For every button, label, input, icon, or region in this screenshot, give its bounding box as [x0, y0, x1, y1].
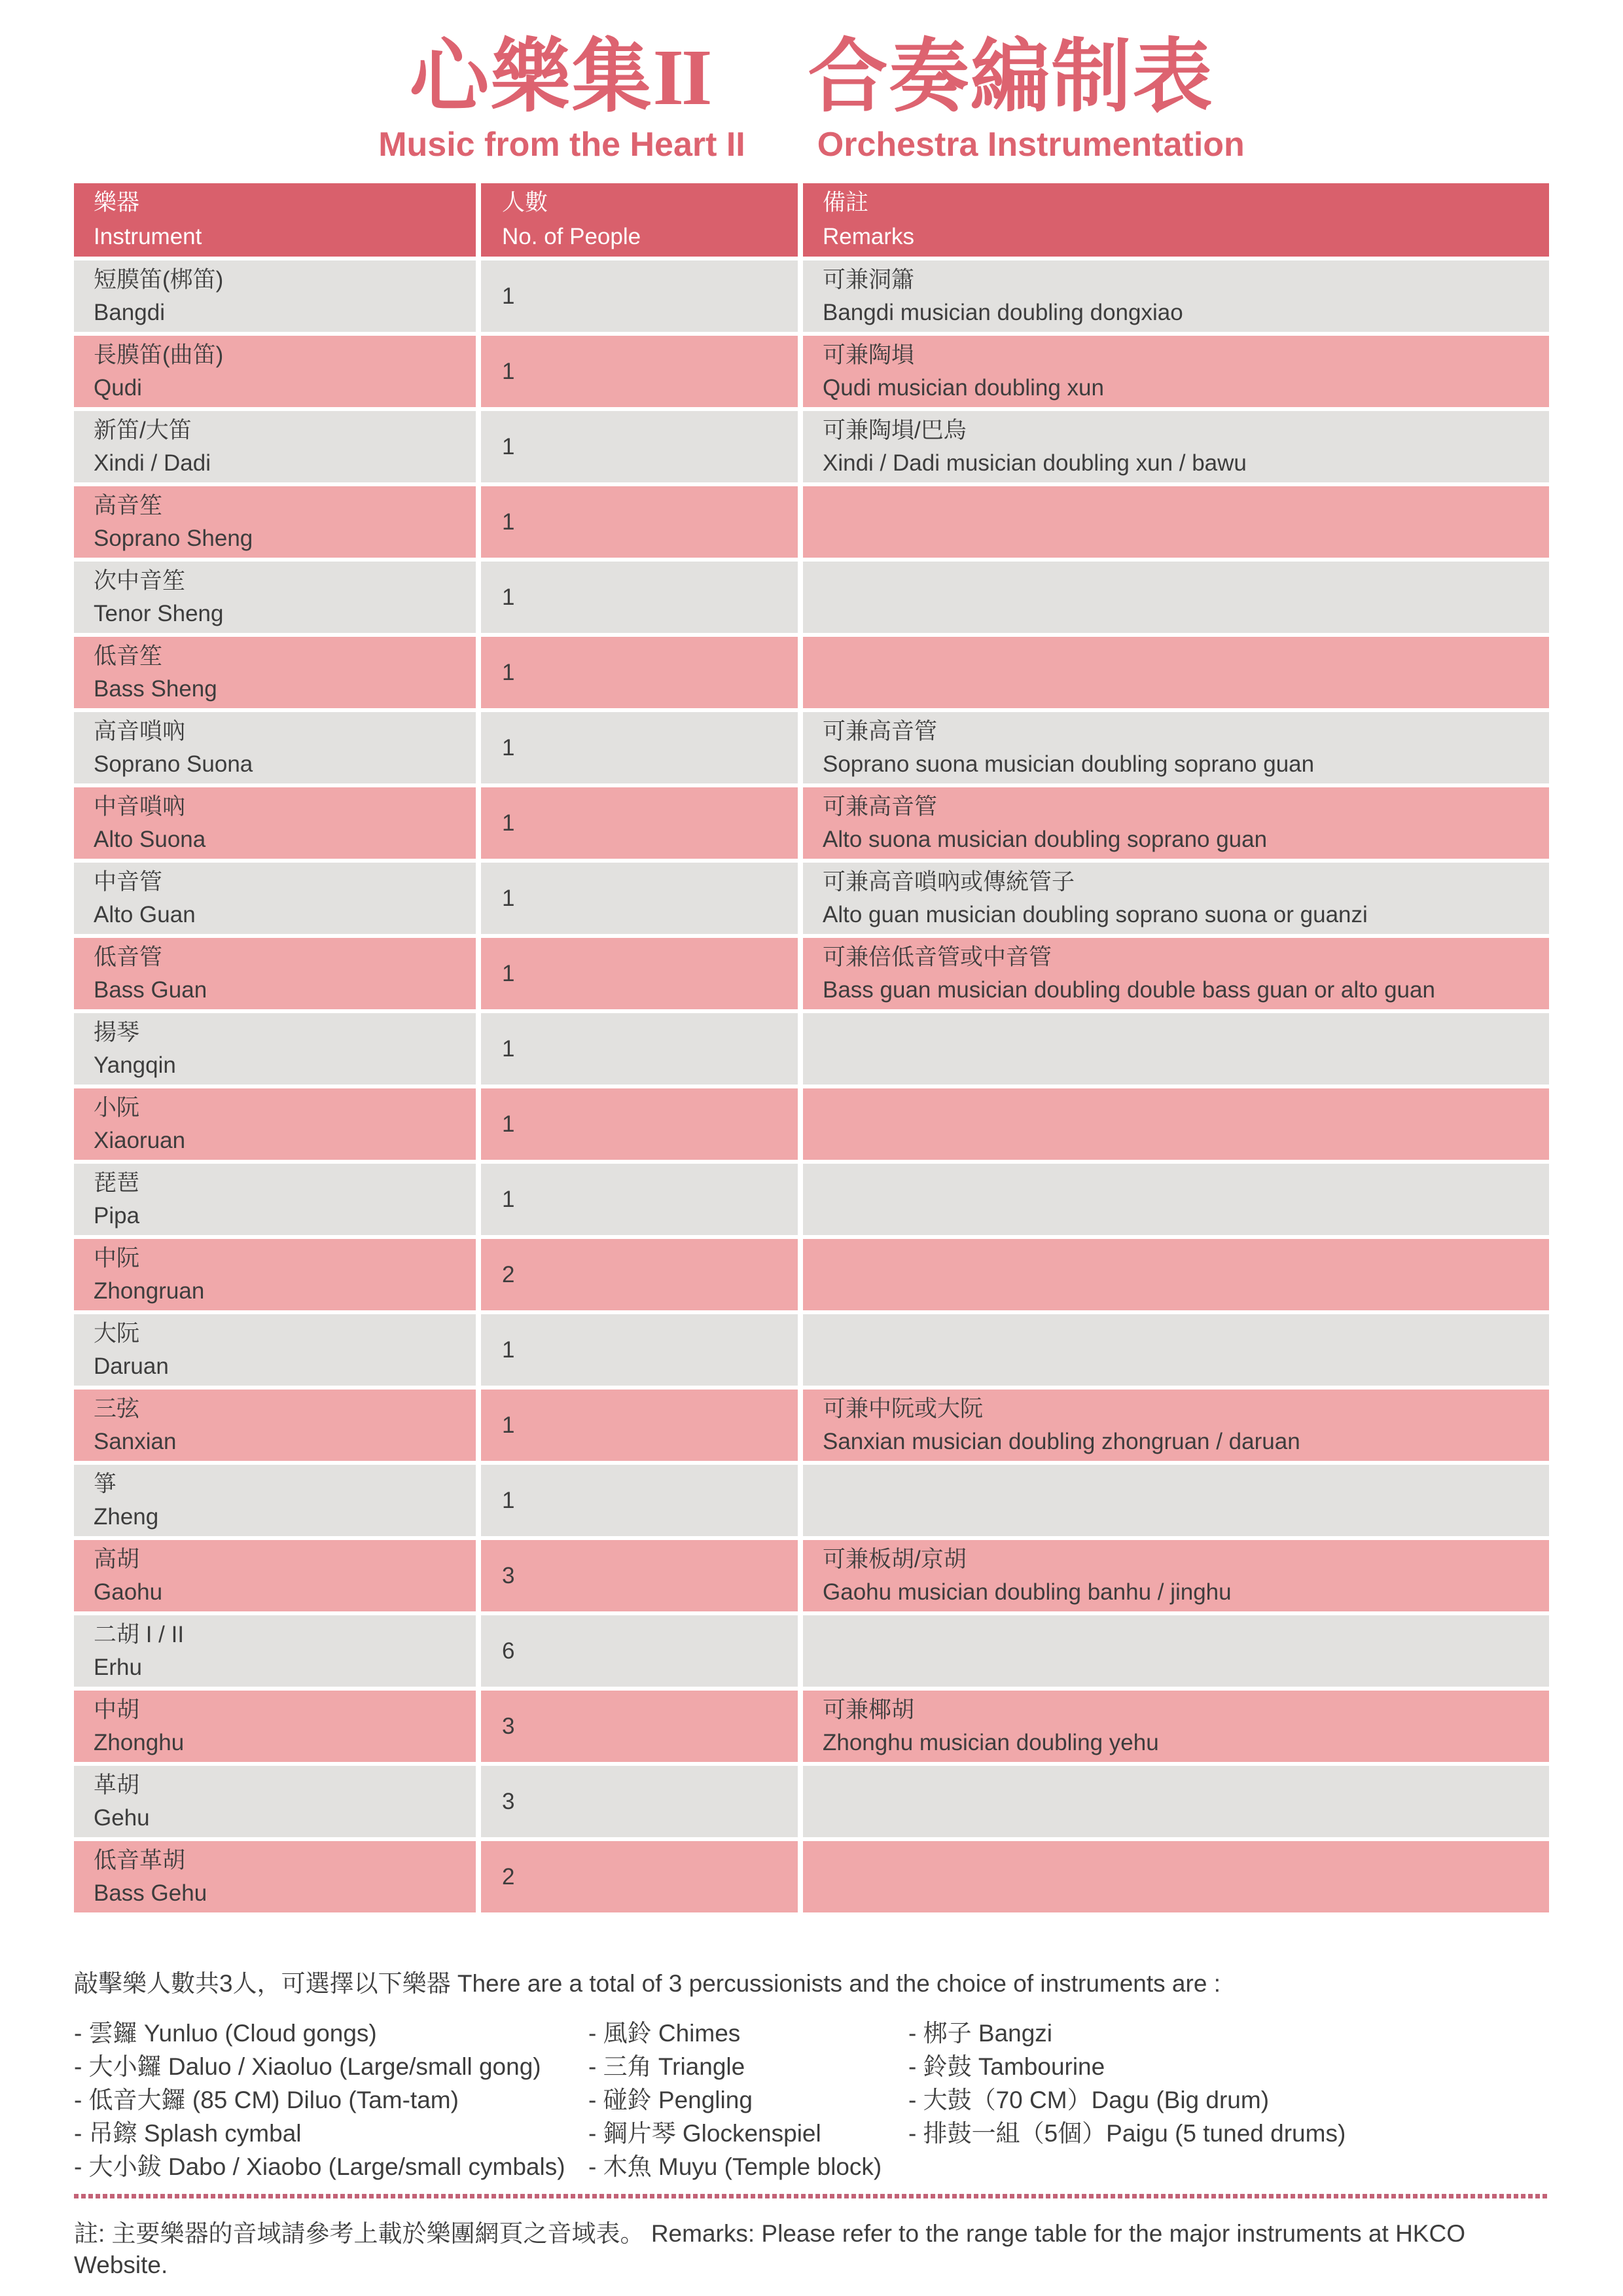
instrument-cell: [74, 1013, 476, 1085]
remark-en: Alto guan musician doubling soprano suona or guanzi: [823, 901, 1368, 927]
percussion-section: [74, 1968, 1549, 2183]
table-body: [74, 260, 1549, 1912]
count-value: 6: [502, 1638, 515, 1664]
instrument-name-zh: 高音嗩吶: [94, 718, 186, 744]
remark-zh: [823, 640, 1549, 673]
dashed-separator: [74, 2194, 1549, 2198]
count-value: 1: [502, 1035, 515, 1062]
remark-zh: [823, 1242, 1549, 1275]
instrument-cell: [74, 712, 476, 783]
count-cell: [481, 637, 798, 708]
instrument-name-zh: 大阮: [94, 1320, 140, 1346]
remark-zh: [823, 565, 1549, 598]
percussion-column-1: [74, 2017, 588, 2183]
instrument-name-en: Bass Gehu: [94, 1880, 207, 1906]
header-people-en: No. of People: [502, 224, 641, 249]
instrument-name-en: Zheng: [94, 1503, 159, 1530]
remark-zh: [823, 1167, 1549, 1200]
header-remarks-zh: 備註: [823, 190, 869, 215]
remark-cell: [803, 486, 1549, 558]
table-row: [74, 1766, 1549, 1837]
remark-en: [823, 1501, 1549, 1534]
remark-zh: 可兼板胡/京胡: [823, 1546, 967, 1572]
table-row: [74, 562, 1549, 633]
remark-cell: [803, 260, 1549, 332]
remark-cell: [803, 637, 1549, 708]
table-row: [74, 1088, 1549, 1160]
instrument-name-zh: 箏: [94, 1471, 117, 1497]
table-row: [74, 1540, 1549, 1611]
remark-zh: 可兼高音管: [823, 718, 938, 744]
instrument-name-en: Daruan: [94, 1353, 169, 1379]
instrument-name-en: Alto Guan: [94, 901, 196, 927]
percussion-item: - 梆子 Bangzi: [908, 2017, 1549, 2050]
remark-cell: [803, 1314, 1549, 1386]
instrument-name-en: Bangdi: [94, 299, 165, 325]
instrument-name-en: Qudi: [94, 374, 142, 401]
instrument-name-zh: 高音笙: [94, 492, 163, 518]
percussion-intro: 敲擊樂人數共3人，可選擇以下樂器 There are a total of 3 percussionists and the choice of instruments are :: [74, 1970, 1221, 1997]
instrument-name-zh: 次中音笙: [94, 567, 186, 594]
count-cell: [481, 486, 798, 558]
count-cell: [481, 938, 798, 1009]
instrument-name-zh: 新笛/大笛: [94, 417, 192, 443]
remark-en: [823, 1049, 1549, 1082]
remark-zh: 可兼高音管: [823, 793, 938, 819]
instrument-name-zh: 中音管: [94, 869, 163, 895]
instrument-name-zh: 琵琶: [94, 1170, 140, 1196]
instrument-name-en: Sanxian: [94, 1428, 177, 1454]
remark-cell: [803, 1540, 1549, 1611]
title-block: [74, 34, 1549, 164]
percussion-item: - 排鼓一組（5個）Paigu (5 tuned drums): [908, 2117, 1549, 2150]
instrument-name-en: Gaohu: [94, 1579, 163, 1605]
remark-en: [823, 1350, 1549, 1383]
remark-cell: [803, 863, 1549, 934]
table-row: [74, 1615, 1549, 1687]
remark-cell: [803, 562, 1549, 633]
remark-en: Alto suona musician doubling soprano guan: [823, 826, 1268, 852]
count-value: 3: [502, 1713, 515, 1739]
count-cell: [481, 787, 798, 859]
percussion-item: - 風鈴 Chimes: [588, 2017, 908, 2050]
remark-cell: [803, 787, 1549, 859]
percussion-item: - 大小鈸 Dabo / Xiaobo (Large/small cymbals): [74, 2150, 588, 2183]
header-instrument-en: Instrument: [94, 224, 202, 249]
count-value: 1: [502, 1111, 515, 1137]
percussion-item: - 大鼓（70 CM）Dagu (Big drum): [908, 2083, 1549, 2117]
count-cell: [481, 1239, 798, 1310]
instrument-name-en: Tenor Sheng: [94, 600, 224, 626]
remark-zh: [823, 1619, 1549, 1651]
table-row: [74, 411, 1549, 482]
header-cell-remarks: [803, 183, 1549, 257]
count-cell: [481, 562, 798, 633]
instrument-cell: [74, 486, 476, 558]
remark-zh: [823, 1092, 1549, 1124]
percussion-item: - 大小鑼 Daluo / Xiaoluo (Large/small gong): [74, 2050, 588, 2083]
instrument-name-en: Bass Sheng: [94, 675, 217, 702]
count-value: 3: [502, 1788, 515, 1814]
instrument-cell: [74, 1390, 476, 1461]
remark-en: [823, 673, 1549, 706]
count-cell: [481, 863, 798, 934]
remark-en: Xindi / Dadi musician doubling xun / bawu: [823, 450, 1247, 476]
instrument-name-en: Bass Guan: [94, 977, 207, 1003]
remark-zh: [823, 1468, 1549, 1501]
percussion-item: - 低音大鑼 (85 CM) Diluo (Tam-tam): [74, 2083, 588, 2117]
remark-zh: [823, 1016, 1549, 1049]
instrument-name-en: Zhongruan: [94, 1278, 205, 1304]
count-value: 1: [502, 1412, 515, 1438]
remark-cell: [803, 1390, 1549, 1461]
instrumentation-table: [74, 183, 1549, 1912]
instrument-name-zh: 中阮: [94, 1245, 140, 1271]
count-value: 1: [502, 885, 515, 911]
instrument-cell: [74, 1615, 476, 1687]
page-title-zh: [74, 34, 1549, 120]
title-zh-text: 心樂集: [409, 32, 653, 121]
count-cell: [481, 260, 798, 332]
remark-zh: [823, 490, 1549, 522]
remark-cell: [803, 1766, 1549, 1837]
title-zh-part1: [410, 34, 710, 120]
percussion-item: - 雲鑼 Yunluo (Cloud gongs): [74, 2017, 588, 2050]
table-row: [74, 1390, 1549, 1461]
remark-zh: [823, 1844, 1549, 1877]
header-people-zh: 人數: [502, 190, 548, 215]
instrument-name-zh: 低音革胡: [94, 1847, 186, 1873]
count-value: 1: [502, 810, 515, 836]
instrument-cell: [74, 1841, 476, 1912]
count-cell: [481, 1164, 798, 1235]
instrument-name-zh: 長膜笛(曲笛): [94, 342, 224, 368]
instrument-cell: [74, 637, 476, 708]
table-row: [74, 336, 1549, 407]
remark-cell: [803, 938, 1549, 1009]
instrument-name-zh: 中音嗩吶: [94, 793, 186, 819]
count-value: 1: [502, 1186, 515, 1212]
title-en-part1: Music from the Heart II: [378, 126, 745, 164]
instrument-cell: [74, 411, 476, 482]
count-value: 3: [502, 1562, 515, 1588]
remark-en: [823, 1124, 1549, 1157]
instrument-name-en: Gehu: [94, 1804, 150, 1831]
remark-zh: 可兼陶塤: [823, 342, 915, 368]
count-value: 1: [502, 960, 515, 986]
percussion-item: - 木魚 Muyu (Temple block): [588, 2150, 908, 2183]
remark-en: Qudi musician doubling xun: [823, 374, 1104, 401]
instrument-name-en: Zhonghu: [94, 1729, 185, 1755]
count-cell: [481, 1088, 798, 1160]
percussion-columns: [74, 2017, 1549, 2183]
instrument-name-zh: 二胡 I / II: [94, 1621, 185, 1647]
instrument-cell: [74, 787, 476, 859]
remark-cell: [803, 1164, 1549, 1235]
instrument-cell: [74, 1766, 476, 1837]
remark-en: Bass guan musician doubling double bass guan or alto guan: [823, 977, 1435, 1003]
instrument-name-en: Yangqin: [94, 1052, 176, 1078]
remark-cell: [803, 1088, 1549, 1160]
count-cell: [481, 1540, 798, 1611]
remark-zh: 可兼倍低音管或中音管: [823, 944, 1052, 970]
instrument-name-zh: 三弦: [94, 1395, 140, 1422]
remark-en: Sanxian musician doubling zhongruan / daruan: [823, 1428, 1300, 1454]
remark-en: Bangdi musician doubling dongxiao: [823, 299, 1183, 325]
count-cell: [481, 336, 798, 407]
count-cell: [481, 1691, 798, 1762]
instrument-cell: [74, 938, 476, 1009]
instrument-name-en: Pipa: [94, 1202, 140, 1229]
instrument-name-zh: 短膜笛(梆笛): [94, 266, 224, 293]
instrument-cell: [74, 1691, 476, 1762]
remark-cell: [803, 411, 1549, 482]
instrument-cell: [74, 1314, 476, 1386]
instrument-name-zh: 低音笙: [94, 643, 163, 669]
remark-zh: 可兼中阮或大阮: [823, 1395, 984, 1422]
count-value: 1: [502, 283, 515, 309]
count-cell: [481, 1766, 798, 1837]
title-en-part2: Orchestra Instrumentation: [817, 126, 1245, 164]
instrument-name-zh: 揚琴: [94, 1019, 140, 1045]
remark-cell: [803, 336, 1549, 407]
header-cell-people: [481, 183, 798, 257]
count-cell: [481, 1615, 798, 1687]
table-row: [74, 637, 1549, 708]
remark-cell: [803, 712, 1549, 783]
table-row: [74, 1465, 1549, 1536]
count-value: 1: [502, 509, 515, 535]
instrument-cell: [74, 562, 476, 633]
header-remarks-en: Remarks: [823, 224, 915, 249]
remark-en: Zhonghu musician doubling yehu: [823, 1729, 1159, 1755]
count-value: 2: [502, 1863, 515, 1890]
instrument-name-en: Soprano Sheng: [94, 525, 253, 551]
remark-zh: 可兼洞簫: [823, 266, 915, 293]
instrument-name-zh: 高胡: [94, 1546, 140, 1572]
count-value: 1: [502, 1487, 515, 1513]
percussion-item: - 鈴鼓 Tambourine: [908, 2050, 1549, 2083]
table-header-row: [74, 183, 1549, 257]
instrument-cell: [74, 1465, 476, 1536]
table-row: [74, 1841, 1549, 1912]
remark-en: Soprano suona musician doubling soprano guan: [823, 751, 1315, 777]
count-cell: [481, 1841, 798, 1912]
remark-en: [823, 1651, 1549, 1684]
percussion-column-2: [588, 2017, 908, 2183]
remark-zh: [823, 1769, 1549, 1802]
table-row: [74, 938, 1549, 1009]
instrument-cell: [74, 1164, 476, 1235]
count-value: 1: [502, 584, 515, 610]
percussion-item: - 吊鑔 Splash cymbal: [74, 2117, 588, 2150]
table-row: [74, 787, 1549, 859]
count-cell: [481, 1465, 798, 1536]
remark-zh: 可兼陶塤/巴烏: [823, 417, 967, 443]
remark-zh: [823, 1318, 1549, 1350]
remark-zh: 可兼椰胡: [823, 1696, 915, 1723]
count-value: 1: [502, 734, 515, 761]
remark-en: [823, 598, 1549, 630]
remark-en: [823, 1802, 1549, 1835]
count-value: 1: [502, 1336, 515, 1363]
footnote: 註: 主要樂器的音域請參考上載於樂團網頁之音域表。 Remarks: Please refer to the range table for the major instruments at HKCO Website.: [74, 2220, 1465, 2278]
table-row: [74, 1239, 1549, 1310]
percussion-item: - 碰鈴 Pengling: [588, 2083, 908, 2117]
instrument-name-zh: 革胡: [94, 1772, 140, 1798]
table-row: [74, 1013, 1549, 1085]
percussion-item: - 三角 Triangle: [588, 2050, 908, 2083]
table-row: [74, 260, 1549, 332]
remark-en: [823, 522, 1549, 555]
count-value: 1: [502, 358, 515, 384]
header-instrument-zh: 樂器: [94, 190, 140, 215]
instrument-name-zh: 小阮: [94, 1094, 140, 1121]
title-zh-numeral: II: [652, 33, 710, 122]
remark-zh: 可兼高音嗩吶或傳統管子: [823, 869, 1075, 895]
remark-cell: [803, 1691, 1549, 1762]
remark-en: [823, 1200, 1549, 1232]
count-cell: [481, 1013, 798, 1085]
table-row: [74, 1164, 1549, 1235]
percussion-column-3: [908, 2017, 1549, 2183]
instrument-name-en: Xindi / Dadi: [94, 450, 211, 476]
instrument-name-zh: 低音管: [94, 944, 163, 970]
count-cell: [481, 1390, 798, 1461]
instrument-cell: [74, 260, 476, 332]
percussion-item: - 鋼片琴 Glockenspiel: [588, 2117, 908, 2150]
header-cell-instrument: [74, 183, 476, 257]
remark-en: [823, 1877, 1549, 1910]
table-row: [74, 1691, 1549, 1762]
remark-cell: [803, 1841, 1549, 1912]
remark-cell: [803, 1615, 1549, 1687]
count-value: 2: [502, 1261, 515, 1287]
table-row: [74, 486, 1549, 558]
table-row: [74, 863, 1549, 934]
instrument-cell: [74, 1088, 476, 1160]
count-cell: [481, 712, 798, 783]
instrument-cell: [74, 336, 476, 407]
count-cell: [481, 411, 798, 482]
remark-cell: [803, 1239, 1549, 1310]
table-row: [74, 712, 1549, 783]
table-row: [74, 1314, 1549, 1386]
count-cell: [481, 1314, 798, 1386]
instrument-cell: [74, 1540, 476, 1611]
page-title-en: [74, 126, 1549, 164]
instrument-name-en: Soprano Suona: [94, 751, 253, 777]
remark-cell: [803, 1013, 1549, 1085]
title-zh-part2: 合奏編制表: [808, 32, 1214, 121]
count-value: 1: [502, 433, 515, 459]
instrument-name-en: Xiaoruan: [94, 1127, 186, 1153]
remark-en: Gaohu musician doubling banhu / jinghu: [823, 1579, 1232, 1605]
instrument-name-en: Erhu: [94, 1654, 142, 1680]
instrument-cell: [74, 863, 476, 934]
remark-en: [823, 1275, 1549, 1308]
count-value: 1: [502, 659, 515, 685]
instrument-name-zh: 中胡: [94, 1696, 140, 1723]
instrument-cell: [74, 1239, 476, 1310]
remark-cell: [803, 1465, 1549, 1536]
instrument-name-en: Alto Suona: [94, 826, 206, 852]
